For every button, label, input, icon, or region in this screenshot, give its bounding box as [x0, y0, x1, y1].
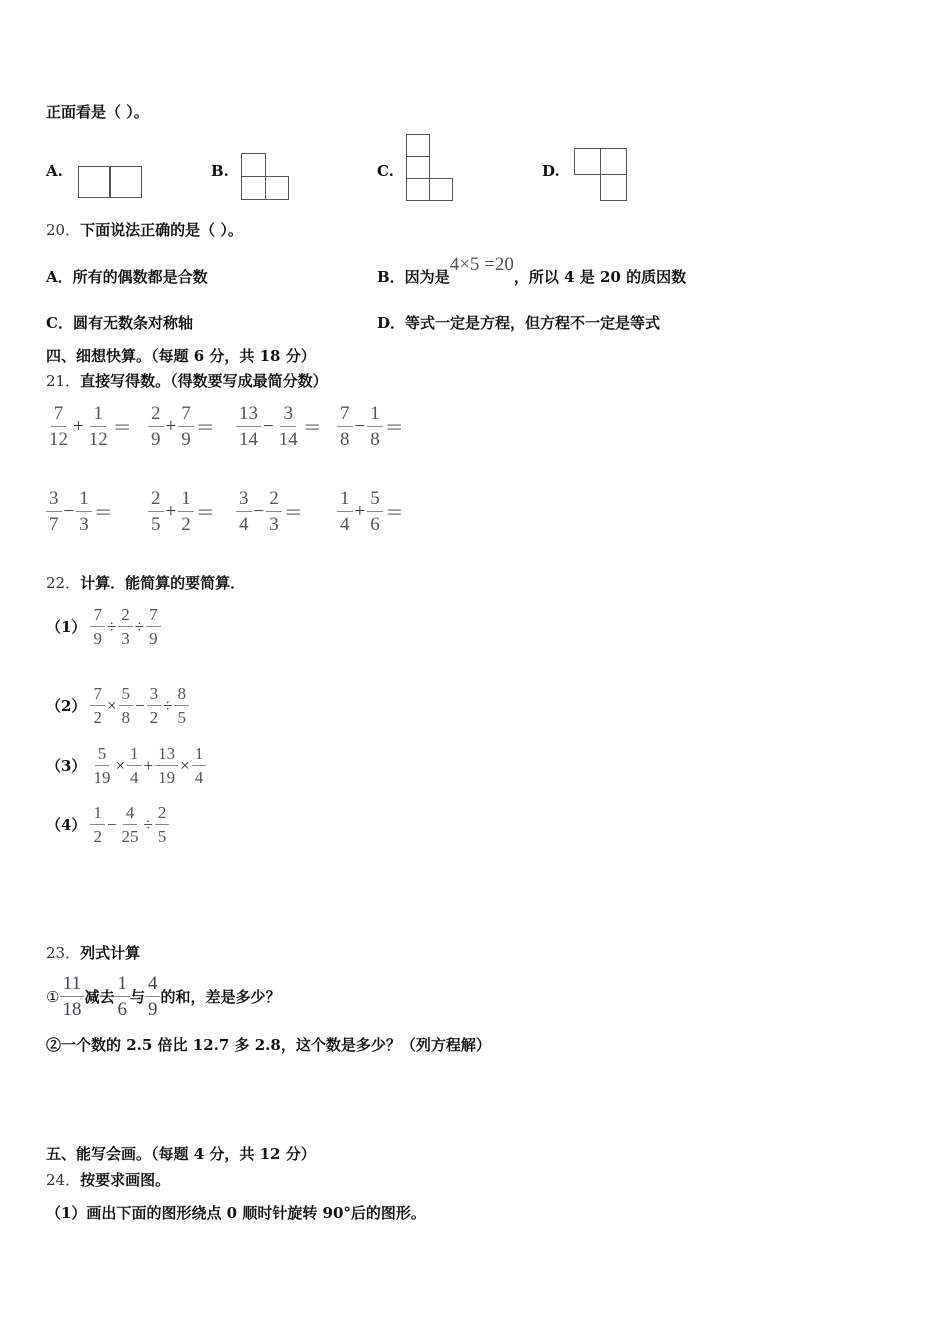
operator: ÷	[163, 695, 173, 715]
operator: ＝	[195, 418, 215, 439]
denominator: 4	[194, 768, 204, 787]
q23-part1	[46, 974, 281, 1019]
fraction	[178, 489, 194, 534]
operator: +	[143, 755, 154, 775]
numerator: 2	[118, 606, 133, 627]
q20-option-d: D．等式一定是方程，但方程不一定是等式	[377, 314, 661, 332]
denominator: 5	[151, 514, 161, 535]
q21-expression	[46, 489, 115, 534]
fraction	[192, 745, 207, 786]
fraction	[147, 685, 162, 726]
fraction	[90, 804, 105, 845]
fraction	[367, 489, 383, 534]
operator: ×	[115, 755, 126, 775]
q22-item	[46, 745, 206, 786]
denominator: 19	[158, 768, 176, 787]
numerator: 3	[46, 489, 62, 512]
numerator: 1	[192, 745, 207, 766]
operator: −	[63, 500, 75, 522]
fraction	[337, 489, 353, 534]
numerator: 2	[148, 489, 164, 512]
q23-part2: ②一个数的 2.5 倍比 12.7 多 2.8，这个数是多少？（列方程解）	[46, 1036, 491, 1054]
q19-stem: 正面看是（ ）。	[46, 103, 149, 121]
denominator: 25	[121, 827, 139, 846]
fraction	[119, 804, 142, 845]
operator: −	[135, 695, 145, 715]
denominator: 8	[121, 708, 131, 727]
fraction	[145, 974, 161, 1019]
operator: ＝	[283, 503, 303, 524]
operator: +	[354, 500, 366, 522]
operator: −	[263, 415, 274, 437]
denominator: 6	[117, 999, 127, 1020]
q21-stem: 21．直接写得数。（得数要写成最简分数）	[46, 372, 328, 390]
numerator: 7	[178, 404, 194, 427]
numerator: 7	[337, 404, 353, 427]
numerator: 3	[236, 489, 252, 512]
fraction	[276, 404, 301, 449]
operator: ＝	[195, 503, 215, 524]
numerator: 7	[90, 685, 105, 706]
section5-title: 五、能写会画。（每题 4 分，共 12 分）	[46, 1145, 316, 1163]
operator: ÷	[143, 814, 153, 834]
operator: +	[73, 415, 84, 437]
denominator: 8	[340, 429, 350, 450]
q21-expression	[148, 489, 217, 534]
numerator: 8	[174, 685, 189, 706]
fraction	[114, 974, 130, 1019]
numerator: 2	[148, 404, 164, 427]
operator: ×	[106, 695, 117, 715]
operator: +	[165, 500, 177, 522]
operator: ＝	[384, 503, 404, 524]
numerator: 11	[60, 974, 84, 997]
numerator: 7	[146, 606, 161, 627]
numerator: 5	[119, 685, 134, 706]
numerator: 4	[123, 804, 138, 825]
q20-option-a: A．所有的偶数都是合数	[46, 268, 208, 286]
q21-expression	[46, 404, 134, 449]
numerator: 1	[367, 404, 383, 427]
denominator: 4	[130, 768, 139, 787]
numerator: 7	[51, 404, 67, 427]
operator: −	[354, 415, 366, 437]
text: 减去	[84, 988, 115, 1006]
q21-expression	[148, 404, 217, 449]
fraction	[127, 745, 142, 786]
q22-stem: 22．计算．能简算的要简算．	[46, 574, 246, 592]
q19-option-b-label: B.	[211, 162, 229, 180]
fraction	[90, 745, 113, 786]
denominator: 2	[149, 708, 159, 727]
equation: 4×5 =20	[449, 254, 514, 275]
q24-part1: （1）画出下面的图形绕点 0 顺时针旋转 90°后的图形。	[46, 1204, 426, 1222]
denominator: 2	[93, 827, 102, 846]
denominator: 3	[79, 514, 89, 535]
fraction	[266, 489, 282, 534]
operator: ＝	[384, 418, 404, 439]
denominator: 2	[93, 708, 102, 727]
operator: ＝	[302, 418, 322, 439]
numerator: 1	[90, 404, 106, 427]
denominator: 9	[93, 629, 102, 648]
fraction	[90, 685, 105, 726]
fraction	[46, 489, 62, 534]
denominator: 9	[147, 999, 158, 1020]
fraction	[236, 489, 252, 534]
operator: ÷	[106, 616, 117, 636]
numerator: 13	[236, 404, 261, 427]
q21-expression	[337, 489, 406, 534]
operator: ＝	[112, 418, 132, 439]
fraction	[119, 685, 134, 726]
operator: ×	[180, 755, 190, 775]
denominator: 19	[93, 768, 111, 787]
operator: ＝	[93, 503, 113, 524]
numerator: 5	[367, 489, 383, 512]
denominator: 14	[278, 429, 298, 450]
item-label: （2）	[46, 697, 87, 715]
denominator: 18	[62, 999, 82, 1020]
q24-stem: 24．按要求画图。	[46, 1171, 171, 1189]
denominator: 6	[370, 514, 380, 535]
fraction	[155, 745, 178, 786]
numerator: 1	[114, 974, 130, 997]
q22-item	[46, 804, 169, 845]
fraction	[46, 404, 71, 449]
denominator: 4	[239, 514, 249, 535]
denominator: 12	[88, 429, 108, 450]
fraction	[337, 404, 353, 449]
q21-expression	[337, 404, 406, 449]
denominator: 3	[121, 629, 130, 648]
denominator: 8	[370, 429, 380, 450]
numerator: 2	[155, 804, 170, 825]
text: 与	[129, 988, 145, 1006]
operator: +	[165, 415, 177, 437]
fraction	[118, 606, 133, 647]
q19-option-d-label: D.	[542, 162, 560, 180]
fraction	[236, 404, 261, 449]
denominator: 9	[151, 429, 161, 450]
denominator: 5	[177, 708, 186, 727]
section4-title: 四、细想快算。（每题 6 分，共 18 分）	[46, 347, 316, 365]
fraction	[90, 606, 105, 647]
q23-stem: 23．列式计算	[46, 944, 141, 962]
fraction	[86, 404, 111, 449]
q22-item	[46, 606, 161, 647]
numerator: 3	[147, 685, 162, 706]
q19-option-a-label: A.	[46, 162, 63, 180]
numerator: 1	[337, 489, 353, 512]
fraction	[178, 404, 194, 449]
fraction	[148, 404, 164, 449]
q21-expression	[236, 404, 324, 449]
denominator: 12	[49, 429, 68, 450]
numerator: 4	[145, 974, 161, 997]
numerator: 1	[90, 804, 105, 825]
numerator: 7	[90, 606, 105, 627]
denominator: 9	[149, 629, 158, 648]
q19-option-c-label: C.	[377, 162, 394, 180]
numerator: 1	[178, 489, 194, 512]
q20-option-c: C．圆有无数条对称轴	[46, 314, 193, 332]
text: 的和，差是多少？	[160, 988, 281, 1006]
item-label: （1）	[46, 618, 87, 636]
numerator: 3	[280, 404, 296, 427]
q20-option-b: B．因为是4×5 =20，所以 4 是 20 的质因数	[377, 254, 687, 286]
numerator: 1	[127, 745, 142, 766]
fraction	[59, 974, 84, 1019]
numerator: 13	[155, 745, 178, 766]
fraction	[174, 685, 189, 726]
denominator: 7	[49, 514, 59, 535]
denominator: 5	[157, 827, 167, 846]
item-label: （3）	[46, 757, 87, 775]
fraction	[367, 404, 383, 449]
text: ①	[46, 987, 60, 1006]
operator: ÷	[134, 616, 145, 636]
fraction	[146, 606, 161, 647]
q20-stem: 20．下面说法正确的是（ ）。	[46, 221, 243, 239]
denominator: 3	[269, 514, 279, 535]
q21-expression	[236, 489, 305, 534]
numerator: 5	[95, 745, 110, 766]
numerator: 1	[76, 489, 92, 512]
fraction	[155, 804, 170, 845]
denominator: 4	[340, 514, 350, 535]
denominator: 14	[239, 429, 258, 450]
numerator: 2	[266, 489, 282, 512]
denominator: 2	[181, 514, 191, 535]
fraction	[76, 489, 92, 534]
operator: −	[106, 814, 117, 834]
item-label: （4）	[46, 816, 87, 834]
q22-item	[46, 685, 189, 726]
denominator: 9	[181, 429, 191, 450]
fraction	[148, 489, 164, 534]
operator: −	[253, 500, 265, 522]
